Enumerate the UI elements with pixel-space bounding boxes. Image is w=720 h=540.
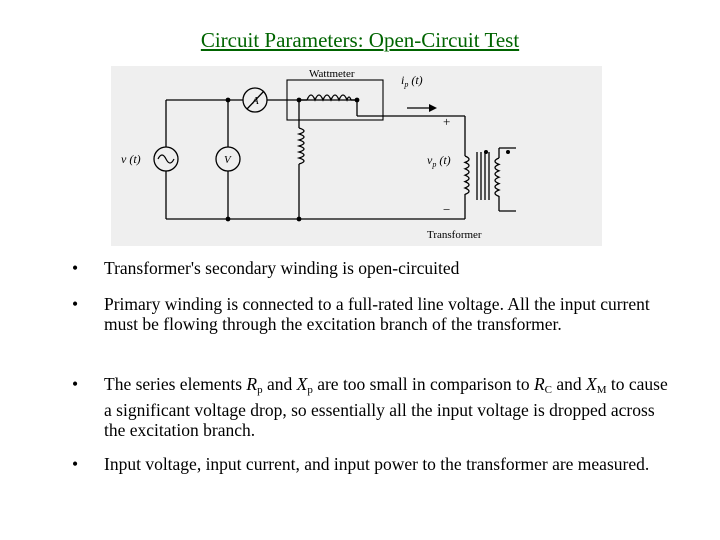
bullet-item <box>72 454 649 474</box>
secondary-winding <box>495 158 499 196</box>
bullet-text: Transformer's secondary winding is open-circuited <box>104 258 460 278</box>
bullet-item <box>72 374 672 440</box>
minus-sign: − <box>443 202 451 217</box>
bullet-marker: • <box>72 258 79 278</box>
primary-winding <box>465 156 469 194</box>
current-label: $i_p$ (t) <box>401 73 423 89</box>
bullet-text: Primary winding is connected to a full-rated line voltage. All the input current must be flowing through the excitation branch of the transformer. <box>104 294 650 334</box>
bullet-text: Input voltage, input current, and input power to the transformer are measured. <box>104 454 650 474</box>
bullet-marker: • <box>72 374 79 394</box>
bullet-text: The series elements $R_p$ and $X_p$ are too small in comparison to $R_C$ and $X_M$ to cause a significant voltage drop, so essentially all the input voltage is dropped across the excitation branch. <box>104 374 668 440</box>
bullet-item <box>72 294 672 334</box>
open-circuit-test-diagram <box>111 66 602 246</box>
wattmeter-current-coil <box>307 95 351 100</box>
voltmeter-text: V <box>224 154 231 166</box>
page-title: Circuit Parameters: Open-Circuit Test <box>200 28 520 52</box>
circuit-schematic <box>111 66 602 246</box>
bullet-marker: • <box>72 294 79 314</box>
wattmeter-label: Wattmeter <box>309 68 355 80</box>
bullet-item <box>72 258 459 278</box>
source-label: v (t) <box>121 152 141 166</box>
wattmeter-potential-coil <box>299 128 304 164</box>
transformer-label: Transformer <box>427 229 482 241</box>
voltage-label: $v_p$ (t) <box>427 153 451 169</box>
bullet-marker: • <box>72 454 79 474</box>
plus-sign: + <box>443 114 451 129</box>
ammeter-text: A <box>252 95 259 107</box>
